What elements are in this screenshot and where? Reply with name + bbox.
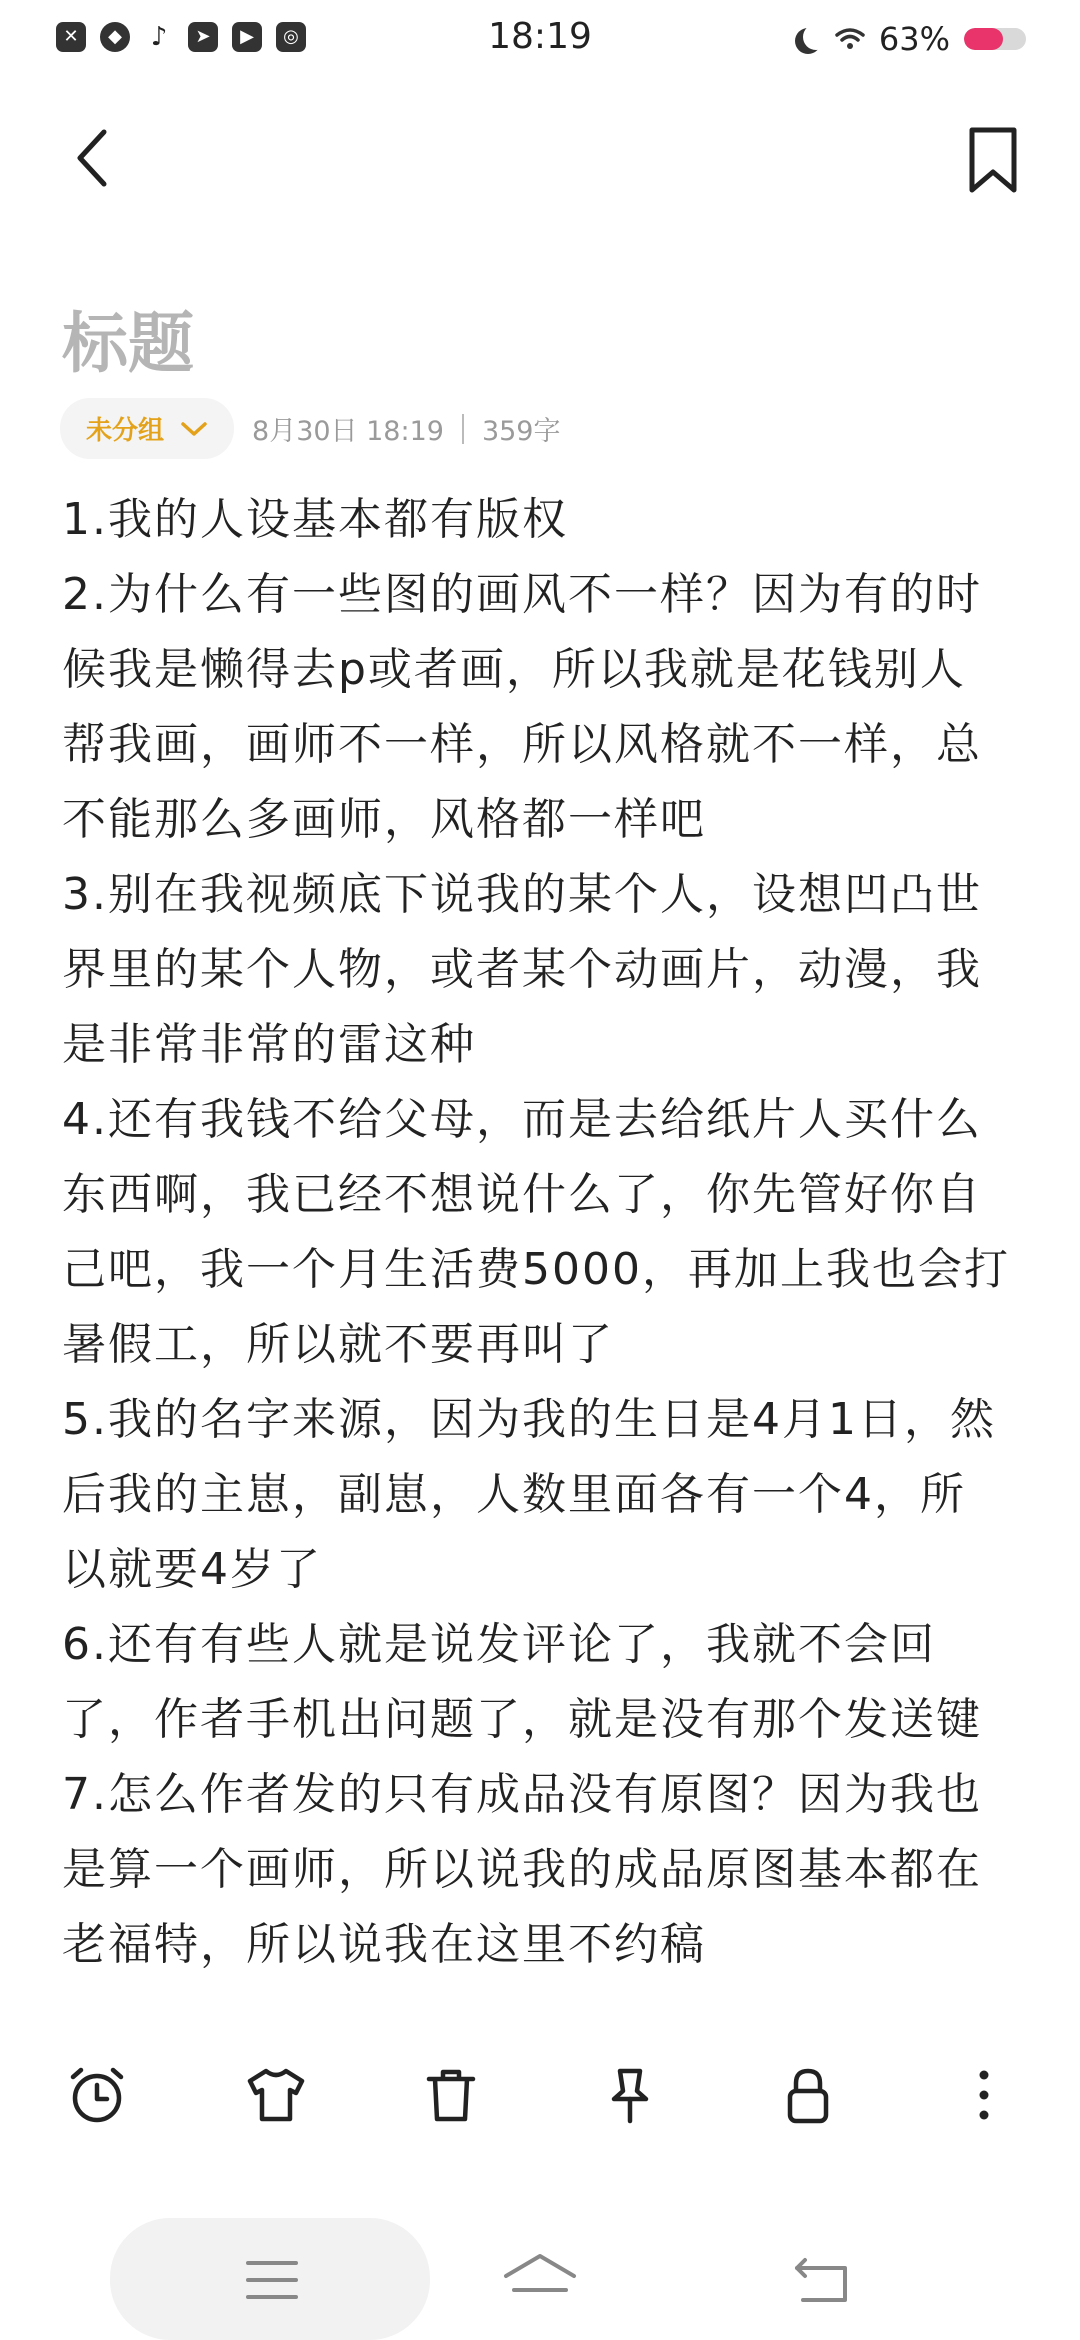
tshirt-icon [244,2063,308,2127]
note-line: 东西啊，我已经不想说什么了，你先管好你自 [62,1169,982,1220]
battery-icon [964,28,1026,50]
note-line: 3.别在我视频底下说我的某个人，设想凹凸世 [62,869,982,920]
note-line: 后我的主崽，副崽，人数里面各有一个4，所 [62,1469,966,1520]
note-line: 2.为什么有一些图的画风不一样？因为有的时 [62,569,982,620]
note-title[interactable]: 标题 [62,305,194,382]
send-icon: ➤ [188,22,218,52]
note-line: 是非常非常的雷这种 [62,1019,476,1070]
menu-icon [242,2255,302,2305]
theme-button[interactable] [236,2050,316,2140]
bottom-toolbar [0,2050,1080,2150]
more-button[interactable] [944,2050,1024,2140]
battery-level [964,28,1003,50]
alarm-icon [65,2063,129,2127]
note-line: 帮我画，画师不一样，所以风格就不一样，总 [62,719,982,770]
note-line: 不能那么多画师，风格都一样吧 [62,794,706,845]
back-nav-icon [787,2250,857,2310]
note-line: 候我是懒得去p或者画，所以我就是花钱别人 [62,644,966,695]
back-arrow-icon [60,118,130,198]
note-line: 1.我的人设基本都有版权 [62,494,568,545]
status-time: 18:19 [488,16,592,57]
meta-divider [462,414,464,444]
home-icon [500,2250,580,2310]
recent-apps-button[interactable] [227,2240,317,2320]
note-line: 4.还有我钱不给父母，而是去给纸片人买什么 [62,1094,982,1145]
pin-icon [598,2063,662,2127]
tiktok-icon: ♪ [144,22,174,52]
lock-icon [776,2063,840,2127]
status-bar [0,0,1080,80]
delete-button[interactable] [411,2050,491,2140]
browser-icon: ◎ [276,22,306,52]
back-nav-button[interactable] [777,2240,867,2320]
pin-button[interactable] [590,2050,670,2140]
chevron-down-icon [180,421,208,437]
note-body[interactable] [62,482,1032,1982]
note-meta [60,398,561,459]
wifi-icon [835,27,865,51]
bookmark-button[interactable] [958,120,1028,200]
note-line: 6.还有有些人就是说发评论了，我就不会回 [62,1619,936,1670]
do-not-disturb-icon [803,24,829,50]
home-button[interactable] [495,2240,585,2320]
alarm-button[interactable] [57,2050,137,2140]
vpn-icon: ◆ [100,22,130,52]
note-line: 界里的某个人物，或者某个动画片，动漫，我 [62,944,982,995]
note-line: 以就要4岁了 [62,1544,322,1595]
more-icon [952,2063,1016,2127]
close-app-icon: ✕ [56,22,86,52]
note-line: 暑假工，所以就不要再叫了 [62,1319,614,1370]
battery-percent: 63% [878,20,950,58]
group-selector[interactable] [60,398,234,459]
word-count: 359字 [481,416,561,447]
status-indicators [795,20,1026,58]
note-line: 7.怎么作者发的只有成品没有原图？因为我也 [62,1769,982,1820]
lock-button[interactable] [768,2050,848,2140]
note-line: 老福特，所以说我在这里不约稿 [62,1919,706,1970]
note-line: 了，作者手机出问题了，就是没有那个发送键 [62,1694,982,1745]
note-line: 己吧，我一个月生活费5000，再加上我也会打 [62,1244,1010,1295]
trash-icon [419,2063,483,2127]
video-icon: ▶ [232,22,262,52]
group-label: 未分组 [86,416,165,446]
note-date: 8月30日 18:19 [252,416,444,447]
back-button[interactable] [60,118,130,198]
note-line: 5.我的名字来源，因为我的生日是4月1日，然 [62,1394,996,1445]
note-line: 是算一个画师，所以说我的成品原图基本都在 [62,1844,982,1895]
bookmark-icon [958,120,1028,200]
